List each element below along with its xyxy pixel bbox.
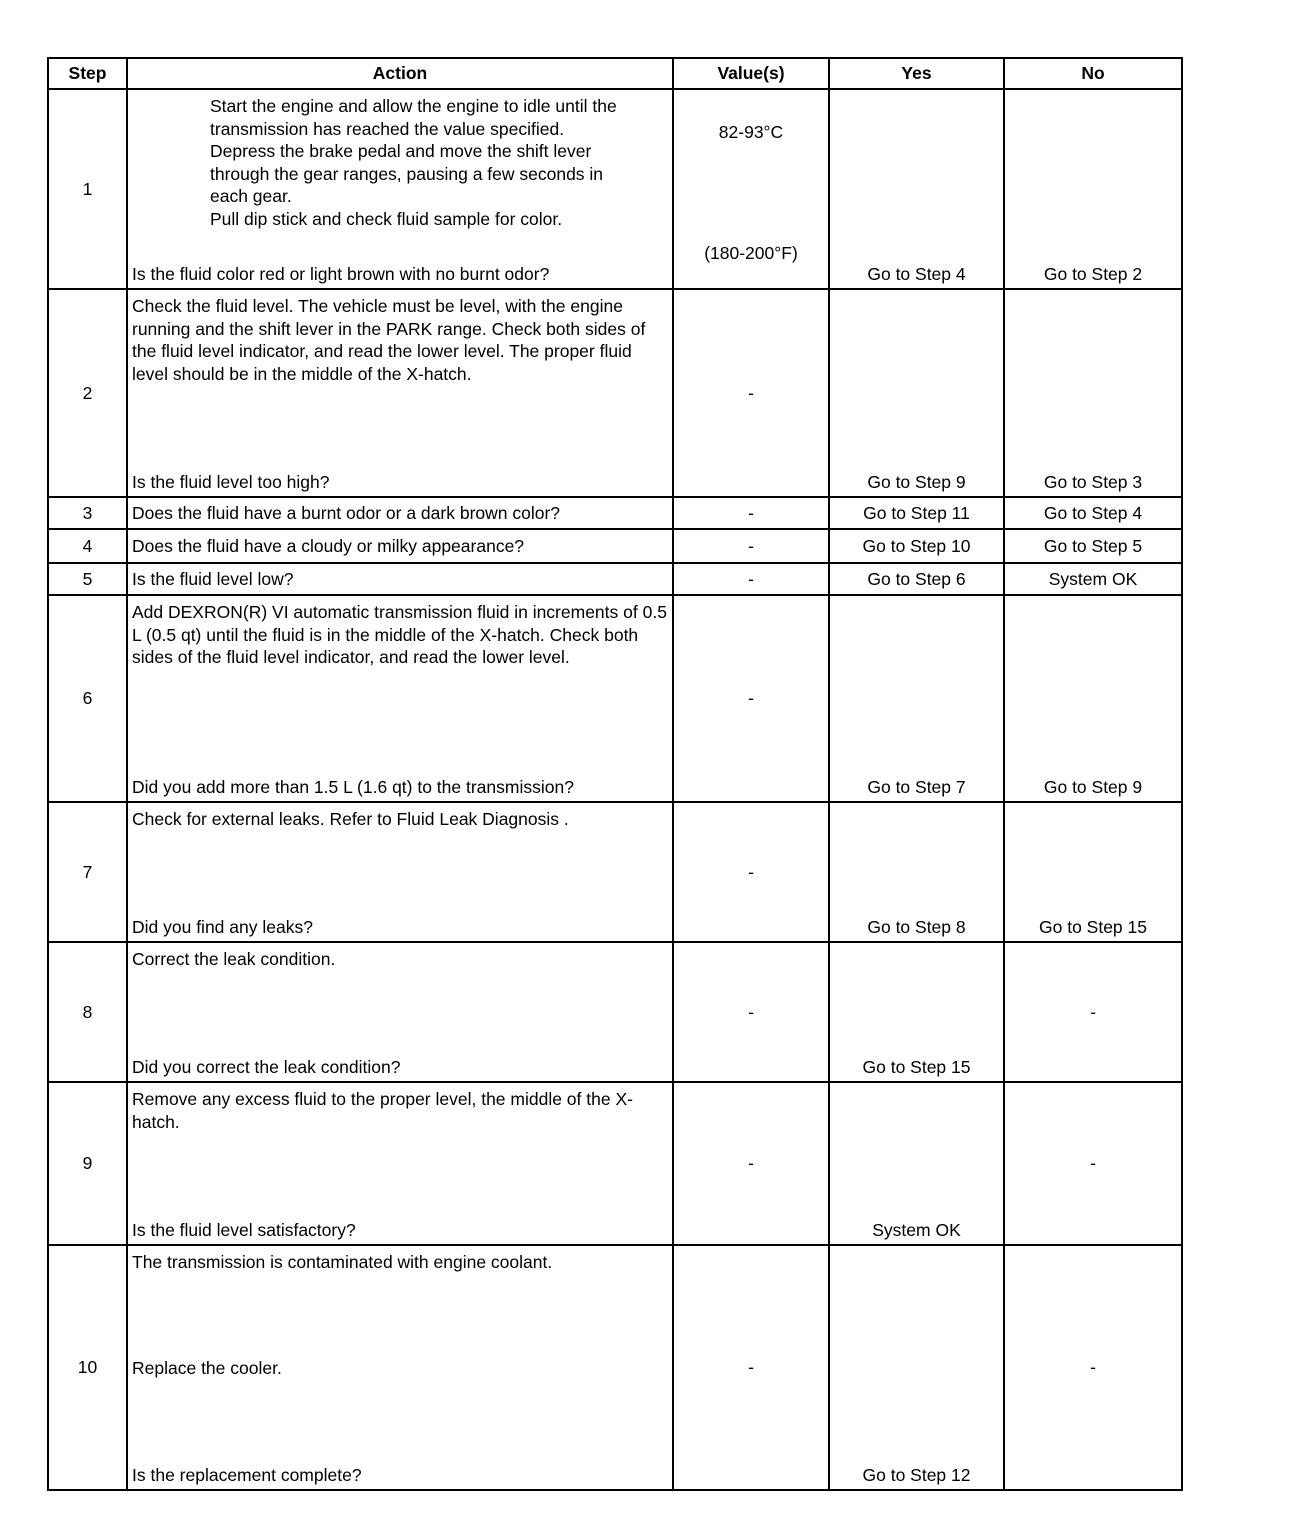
no-cell: -: [1004, 1245, 1182, 1490]
no-link[interactable]: Go to Step 5: [1043, 535, 1143, 556]
action-question: Does the fluid have a burnt odor or a dark brown color?: [132, 502, 561, 523]
yes-cell: [829, 1245, 1004, 1490]
table-row: [48, 1082, 1182, 1245]
yes-cell: [829, 595, 1004, 802]
action-line: transmission has reached the value specified.: [210, 118, 565, 139]
yes-cell: [829, 942, 1004, 1082]
yes-cell: [829, 497, 1004, 529]
value-cell: [673, 89, 829, 289]
no-cell: [1004, 563, 1182, 595]
action-line: through the gear ranges, pausing a few seconds in: [210, 163, 604, 184]
value-cell: -: [673, 289, 829, 497]
table-row: [48, 529, 1182, 563]
table-row: [48, 89, 1182, 289]
yes-link[interactable]: Go to Step 6: [867, 568, 966, 589]
action-question: Did you add more than 1.5 L (1.6 qt) to the transmission?: [132, 776, 574, 797]
step-number: 3: [48, 497, 127, 529]
header-action: Action: [127, 58, 673, 89]
yes-link[interactable]: Go to Step 12: [862, 1465, 971, 1485]
yes-cell: [829, 529, 1004, 563]
action-line: Pull dip stick and check fluid sample for color.: [210, 208, 563, 229]
no-status: System OK: [1048, 568, 1138, 589]
header-no: No: [1004, 58, 1182, 89]
action-cell: [127, 802, 673, 942]
table-row: [48, 563, 1182, 595]
value-cell: -: [673, 802, 829, 942]
yes-link[interactable]: Go to Step 11: [863, 502, 970, 523]
step-number: 2: [48, 289, 127, 497]
action-cell: [127, 289, 673, 497]
no-link[interactable]: Go to Step 3: [1043, 472, 1143, 492]
no-link[interactable]: Go to Step 9: [1043, 777, 1143, 797]
no-cell: [1004, 595, 1182, 802]
value-fahrenheit: (180-200°F): [704, 243, 798, 263]
yes-link[interactable]: Go to Step 8: [867, 917, 966, 937]
header-values: Value(s): [673, 58, 829, 89]
action-text-mid: Replace the cooler.: [132, 1358, 282, 1379]
step-number: 4: [48, 529, 127, 563]
action-question: Is the fluid color red or light brown with no burnt odor?: [132, 263, 550, 284]
action-line: Depress the brake pedal and move the shift lever: [210, 141, 592, 161]
table-row: [48, 497, 1182, 529]
table-row: [48, 802, 1182, 942]
action-question: Did you find any leaks?: [132, 916, 313, 937]
header-step: Step: [48, 58, 127, 89]
yes-cell: [829, 1082, 1004, 1245]
no-cell: [1004, 89, 1182, 289]
no-cell: -: [1004, 1082, 1182, 1245]
yes-status: System OK: [872, 1220, 961, 1240]
action-question: Is the fluid level satisfactory?: [132, 1219, 356, 1240]
table-row: [48, 942, 1182, 1082]
action-question: Does the fluid have a cloudy or milky appearance?: [132, 535, 525, 556]
step-number: 9: [48, 1082, 127, 1245]
action-text: Add DEXRON(R) VI automatic transmission fluid in increments of 0.5 L (0.5 qt) until the fluid is in the middle of the X-hatch. Check both sides of the fluid level indicator, and read the lower level.: [132, 602, 667, 667]
action-cell: [127, 563, 673, 595]
action-question: Did you correct the leak condition?: [132, 1056, 401, 1077]
action-question: Is the replacement complete?: [132, 1464, 362, 1485]
action-line: each gear.: [210, 186, 292, 206]
action-text: Remove any excess fluid to the proper level, the middle of the X-hatch.: [132, 1089, 633, 1132]
yes-link[interactable]: Go to Step 15: [862, 1057, 971, 1077]
yes-link[interactable]: Go to Step 10: [862, 535, 971, 556]
action-question: Is the fluid level too high?: [132, 471, 330, 492]
no-link[interactable]: Go to Step 15: [1039, 917, 1147, 937]
no-cell: [1004, 529, 1182, 563]
action-question: Is the fluid level low?: [132, 568, 294, 589]
yes-link[interactable]: Go to Step 4: [867, 264, 966, 284]
yes-cell: [829, 89, 1004, 289]
no-cell: [1004, 497, 1182, 529]
no-cell: -: [1004, 942, 1182, 1082]
step-number: 5: [48, 563, 127, 595]
action-text: Check for external leaks. Refer to Fluid Leak Diagnosis .: [132, 809, 569, 829]
no-link[interactable]: Go to Step 4: [1043, 502, 1143, 523]
action-cell: [127, 497, 673, 529]
action-cell: [127, 942, 673, 1082]
yes-cell: [829, 563, 1004, 595]
action-cell: [127, 1245, 673, 1490]
step-number: 1: [48, 89, 127, 289]
yes-cell: [829, 802, 1004, 942]
action-cell: [127, 1082, 673, 1245]
step-number: 6: [48, 595, 127, 802]
yes-link[interactable]: Go to Step 7: [867, 777, 966, 797]
value-cell: -: [673, 563, 829, 595]
value-cell: -: [673, 1082, 829, 1245]
table-row: [48, 289, 1182, 497]
step-number: 10: [48, 1245, 127, 1490]
action-text: The transmission is contaminated with engine coolant.: [132, 1252, 553, 1272]
step-number: 7: [48, 802, 127, 942]
value-cell: -: [673, 529, 829, 563]
header-yes: Yes: [829, 58, 1004, 89]
value-cell: -: [673, 1245, 829, 1490]
table-row: [48, 1245, 1182, 1490]
step-number: 8: [48, 942, 127, 1082]
no-cell: [1004, 289, 1182, 497]
action-cell: [127, 89, 673, 289]
value-cell: -: [673, 942, 829, 1082]
no-cell: [1004, 802, 1182, 942]
yes-link[interactable]: Go to Step 9: [867, 472, 966, 492]
no-link[interactable]: Go to Step 2: [1043, 264, 1143, 284]
diagnostic-table: [47, 57, 1183, 1491]
action-text: Correct the leak condition.: [132, 949, 336, 969]
action-text: Check the fluid level. The vehicle must be level, with the engine running and the shift lever in the PARK range. Check both sides of the fluid level indicator, and read the lower level. The proper fluid level should be in the middle of the X-hatch.: [132, 296, 646, 384]
value-cell: -: [673, 497, 829, 529]
action-line: Start the engine and allow the engine to idle until the: [210, 96, 617, 116]
action-cell: [127, 529, 673, 563]
value-cell: -: [673, 595, 829, 802]
table-row: [48, 595, 1182, 802]
header-row: [48, 58, 1182, 89]
value-celsius: 82-93°C: [718, 122, 784, 142]
yes-cell: [829, 289, 1004, 497]
action-cell: [127, 595, 673, 802]
